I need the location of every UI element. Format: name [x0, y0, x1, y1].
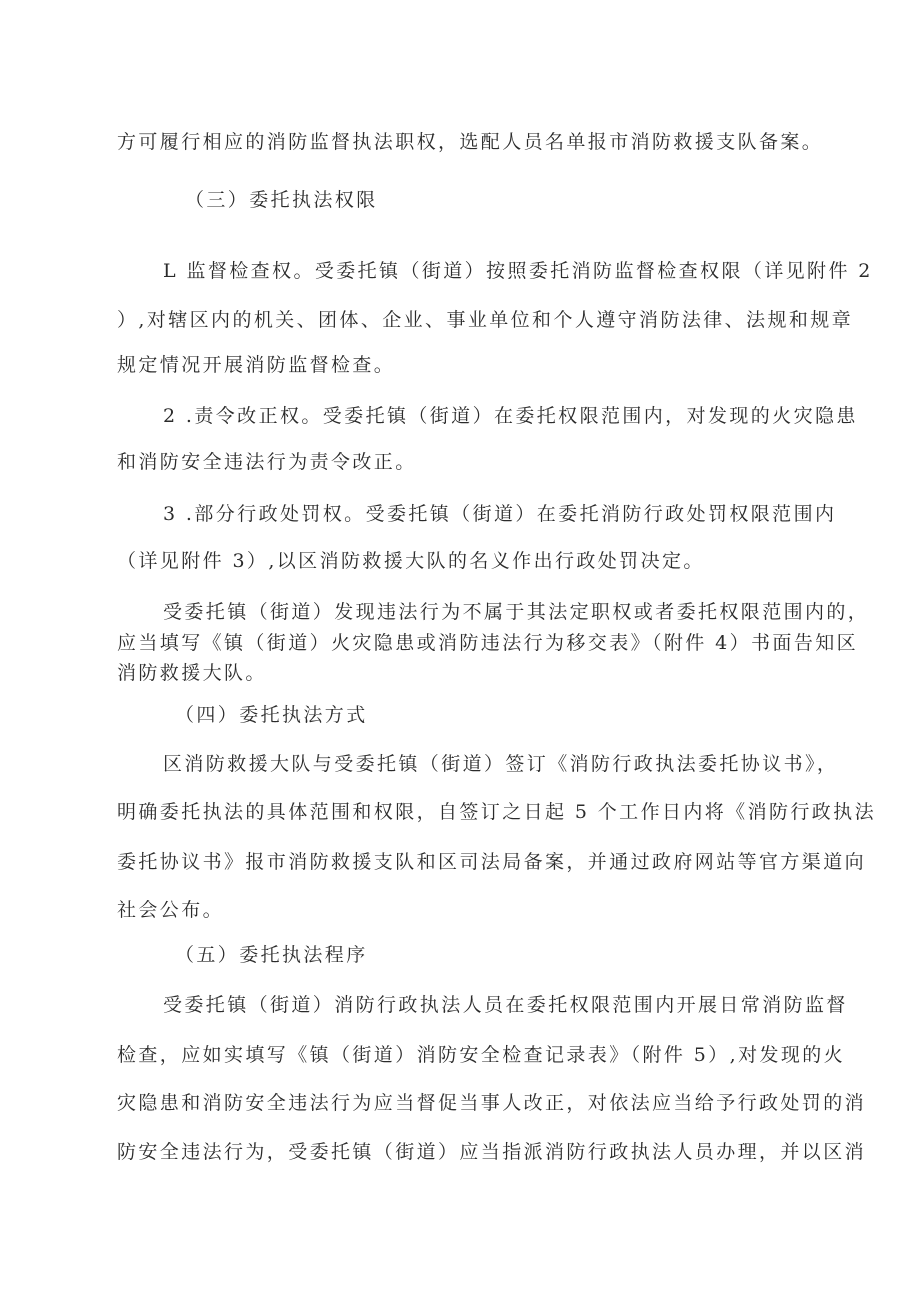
section-heading: （三）委托执法权限 — [185, 189, 378, 211]
paragraph-line: 受委托镇（街道）发现违法行为不属于其法定职权或者委托权限范围内的， — [163, 601, 870, 623]
paragraph-line: 3 .部分行政处罚权。受委托镇（街道）在委托消防行政处罚权限范围内 — [163, 503, 837, 525]
paragraph-line: L 监督检查权。受委托镇（街道）按照委托消防监督检查权限（详见附件 2 — [163, 260, 873, 282]
paragraph-line: ）,对辖区内的机关、团体、企业、事业单位和个人遵守消防法律、法规和规章 — [117, 309, 854, 331]
paragraph-line: 明确委托执法的具体范围和权限，自签订之日起 5 个工作日内将《消防行政执法 — [117, 801, 876, 823]
paragraph-line: 社会公布。 — [117, 899, 225, 921]
paragraph-line: 应当填写《镇（街道）火灾隐患或消防违法行为移交表》（附件 4）书面告知区 — [117, 632, 859, 654]
paragraph-line: 委托协议书》报市消防救援支队和区司法局备案，并通过政府网站等官方渠道向 — [117, 851, 867, 873]
paragraph-line: 方可履行相应的消防监督执法职权，选配人员名单报市消防救援支队备案。 — [117, 131, 824, 153]
paragraph-line: 和消防安全违法行为责令改正。 — [117, 451, 417, 473]
paragraph-line: 防安全违法行为，受委托镇（街道）应当指派消防行政执法人员办理，并以区消 — [117, 1141, 867, 1163]
paragraph-line: 区消防救援大队与受委托镇（街道）签订《消防行政执法委托协议书》， — [163, 753, 839, 775]
paragraph-line: 受委托镇（街道）消防行政执法人员在委托权限范围内开展日常消防监督 — [163, 994, 848, 1016]
paragraph-line: （详见附件 3）,以区消防救援大队的名义作出行政处罚决定。 — [117, 550, 705, 572]
paragraph-line: 2 .责令改正权。受委托镇（街道）在委托权限范围内，对发现的火灾隐患 — [163, 405, 858, 427]
section-heading: （五）委托执法程序 — [175, 944, 368, 966]
paragraph-line: 灾隐患和消防安全违法行为应当督促当事人改正，对依法应当给予行政处罚的消 — [117, 1092, 867, 1114]
paragraph-line: 消防救援大队。 — [117, 662, 267, 684]
paragraph-line: 规定情况开展消防监督检查。 — [117, 354, 396, 376]
paragraph-line: 检查，应如实填写《镇（街道）消防安全检查记录表》（附件 5）,对发现的火 — [117, 1044, 846, 1066]
section-heading: （四）委托执法方式 — [175, 704, 368, 726]
